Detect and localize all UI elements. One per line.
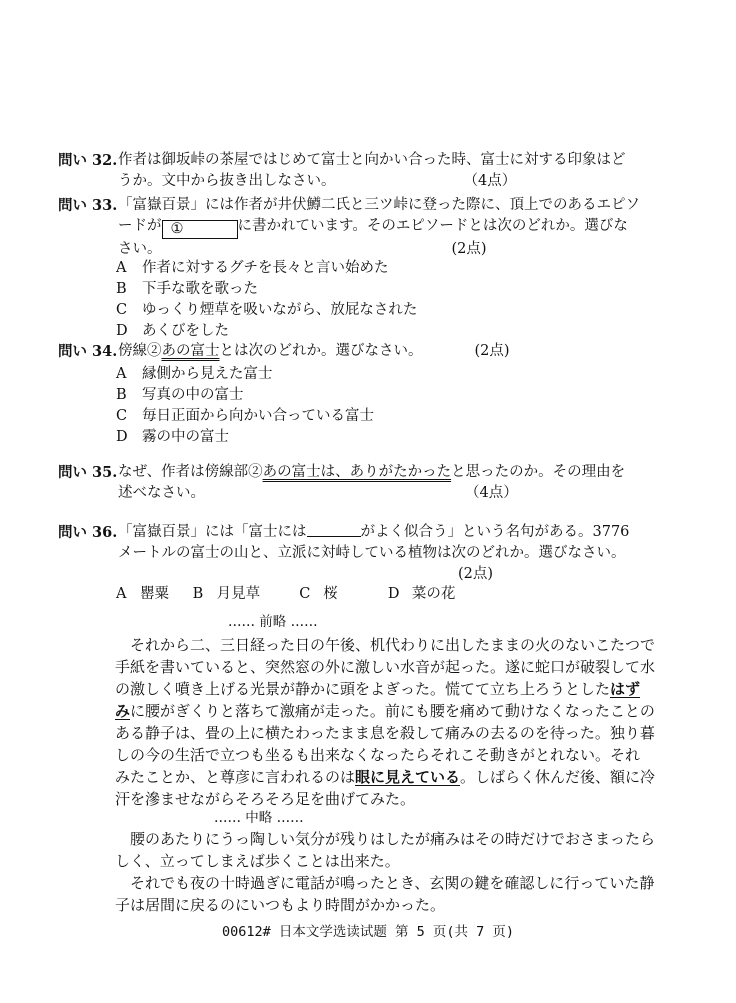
question-text: 傍線②あの富士とは次のどれか。選びなさい。 (2点) bbox=[118, 341, 678, 362]
question-text-end bbox=[118, 564, 678, 585]
choice-text: 桜 bbox=[323, 586, 338, 602]
question-label: 問い 34. bbox=[58, 343, 118, 360]
passage-line: みたことか、と尊彦に言われるのは眼に見えている。しばらく休んだ後、額に冷 bbox=[115, 768, 656, 786]
passage-line: ある静子は、畳の上に横たわったまま息を殺して痛みの去るのを待った。独り暮 bbox=[115, 724, 655, 742]
choice-letter: A bbox=[116, 586, 127, 602]
question-label: 問い 36. bbox=[58, 524, 118, 541]
passage-line: しく、立ってしまえば歩くことは出来た。 bbox=[115, 852, 400, 870]
option-d: D あくびをした bbox=[116, 323, 229, 339]
passage-line: 腰のあたりにうっ陶しい気分が残りはしたが痛みはその時だけでおさまったら bbox=[130, 830, 656, 848]
question-35 bbox=[58, 462, 678, 504]
passage-line: しの今の生活で立つも坐るも出来なくなったらそれこそ動きがとれない。それ bbox=[115, 746, 641, 764]
option-c: C 毎日正面から向かい合っている富士 bbox=[116, 408, 374, 424]
passage-line: それでも夜の十時過ぎに電話が鳴ったとき、玄関の鍵を確認しに行っていた静 bbox=[130, 874, 655, 892]
section-marker-middle: …… 中略 …… bbox=[214, 810, 304, 826]
fill-blank bbox=[307, 522, 361, 537]
question-label: 問い 33. bbox=[58, 197, 118, 214]
points-label: (2点) bbox=[458, 566, 494, 582]
underlined-phrase: み bbox=[115, 702, 131, 720]
choice-text: 罌粟 bbox=[140, 586, 169, 602]
underlined-phrase: はず bbox=[610, 680, 641, 698]
question-text-continued: ードが ① に書かれています。そのエピソードとは次のどれか。選びな bbox=[118, 218, 628, 237]
section-marker-before: …… 前略 …… bbox=[228, 614, 318, 630]
question-36 bbox=[58, 522, 678, 585]
passage-line: それから二、三日経った日の午後、机代わりに出したままの火のないこたつで bbox=[130, 636, 656, 654]
underlined-phrase: あの富士 bbox=[161, 343, 220, 359]
points-label: (2点) bbox=[474, 343, 510, 359]
option-a: A 作者に対するグチを長々と言い始めた bbox=[116, 260, 389, 276]
question-label: 問い 35. bbox=[58, 464, 118, 481]
passage-line: 手紙を書いていると、突然窓の外に激しい水音が起った。遂に蛇口が破裂して水 bbox=[115, 658, 656, 676]
choice-text: 菜の花 bbox=[411, 586, 456, 602]
option-a: A 縁側から見えた富士 bbox=[116, 366, 273, 382]
question-text-continued: うか。文中から抜き出しなさい。 （4点） bbox=[118, 171, 678, 192]
points-label: （4点） bbox=[465, 485, 518, 501]
passage-line: の激しく噴き上げる光景が静かに頭をよぎった。慌てて立ち上ろうとしたはず bbox=[115, 680, 641, 698]
question-text: 「富嶽百景」には作者が井伏鱒二氏と三ツ峠に登った際に、頂上でのあるエピソ bbox=[118, 197, 640, 213]
points-label: （4点） bbox=[463, 173, 517, 189]
question-34 bbox=[58, 341, 678, 362]
passage-line: みに腰がぎくりと落ちて激痛が走った。前にも腰を痛めて動けなくなったことの bbox=[115, 702, 655, 720]
question-text-continued: メートルの富士の山と、立派に対峙している植物は次のどれか。選びなさい。 bbox=[118, 545, 626, 561]
underlined-phrase: 眼に見えている bbox=[355, 768, 461, 786]
question-33 bbox=[58, 195, 678, 260]
points-label: (2点) bbox=[451, 241, 487, 257]
answer-choices bbox=[116, 584, 472, 605]
page-footer: 00612# 日本文学选读试题 第 5 页(共 7 页) bbox=[221, 924, 515, 940]
option-d: D 霧の中の富士 bbox=[116, 429, 229, 445]
option-b: B 下手な歌を歌った bbox=[116, 281, 258, 297]
answer-box: ① bbox=[162, 220, 238, 239]
option-b: B 写真の中の富士 bbox=[116, 387, 244, 403]
question-label: 問い 32. bbox=[58, 152, 118, 169]
choice-text: 月見草 bbox=[216, 586, 261, 602]
option-c: C ゆっくり煙草を吸いながら、放屁なされた bbox=[116, 302, 418, 318]
question-text: なぜ、作者は傍線部②あの富士は、ありがたかったと思ったのか。その理由を bbox=[118, 464, 626, 480]
question-text-continued: 述べなさい。 （4点） bbox=[118, 483, 678, 504]
reading-passage bbox=[115, 634, 656, 810]
question-text-end: さい。 (2点) bbox=[118, 239, 678, 260]
passage-line: 子は居間に戻るのにいつもより時間がかかった。 bbox=[115, 896, 446, 914]
question-32 bbox=[58, 150, 678, 192]
underlined-phrase: あの富士は、ありがたかった bbox=[262, 464, 452, 480]
reading-passage-continued bbox=[115, 828, 656, 916]
choice-letter: B bbox=[192, 586, 204, 602]
choice-letter: C bbox=[299, 586, 311, 602]
question-text: 「富嶽百景」には「富士には がよく似合う」という名句がある。3776 bbox=[118, 524, 630, 540]
passage-line: 汗を滲ませながらそろそろ足を曲げてみた。 bbox=[115, 790, 416, 808]
question-text: 作者は御坂峠の茶屋ではじめて富士と向かい合った時、富士に対する印象はど bbox=[118, 152, 626, 168]
choice-letter: D bbox=[387, 586, 400, 602]
